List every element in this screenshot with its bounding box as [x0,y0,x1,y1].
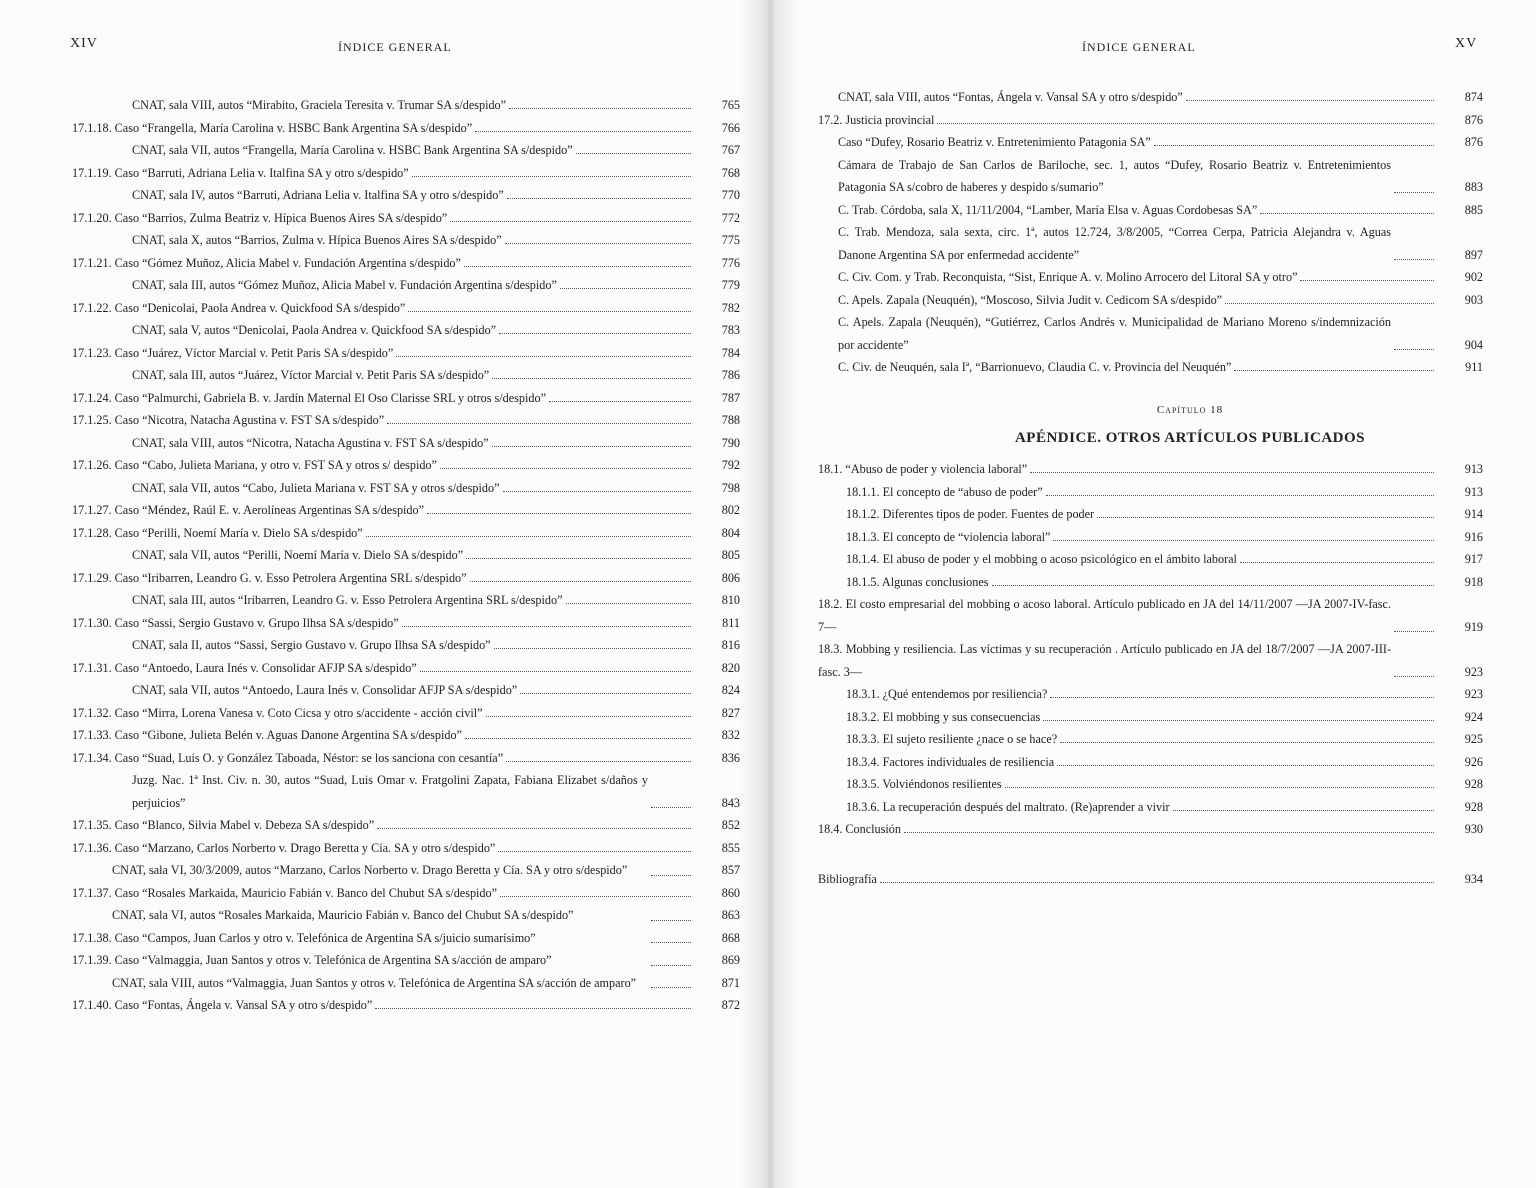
toc-entry-page: 788 [721,413,740,427]
toc-entry-page: 765 [721,98,740,112]
toc-entry-page: 820 [721,660,740,675]
dot-leader [492,378,691,379]
toc-entry-title: CNAT, sala VII, autos “Cabo, Julieta Mariana v. FST SA y otros s/despido” [132,480,500,495]
toc-entry-page: 855 [721,840,740,855]
dot-leader [498,851,691,852]
toc-entry-title: C. Civ. de Neuquén, sala Iª, “Barrionuevo, Claudia C. v. Provincia del Neuquén” [838,360,1232,374]
toc-entry-title: CNAT, sala VI, 30/3/2009, autos “Marzano, Carlos Norberto v. Drago Beretta y Cía. SA y otro s/despido” [112,863,628,877]
toc-entry-title: 17.1.33. Caso “Gibone, Julieta Belén v. Aguas Danone Argentina SA s/despido” [72,728,462,742]
dot-leader [499,333,691,334]
toc-entry[interactable] [72,544,740,567]
toc-entry-title: C. Apels. Zapala (Neuquén), “Moscoso, Silvia Judit v. Cedicom SA s/despido” [838,292,1223,307]
toc-entry-page: 930 [1464,822,1483,836]
dot-leader [1097,517,1434,518]
toc-entry-title: CNAT, sala III, autos “Juárez, Víctor Marcial v. Petit Paris SA s/despido” [132,368,490,382]
toc-entry-page: 766 [721,120,740,135]
toc-entry-page: 810 [721,593,740,607]
dot-leader [1394,631,1434,632]
toc-entry-bibliography[interactable] [818,868,1483,891]
dot-leader [396,356,691,357]
toc-entry-title: 17.1.28. Caso “Perilli, Noemí María v. Dielo SA s/despido” [72,525,363,540]
toc-entry[interactable] [72,612,740,635]
dot-leader [904,832,1434,833]
dot-leader [1154,145,1434,146]
toc-entry[interactable] [818,289,1483,312]
dot-leader [440,468,691,469]
toc-entry-page: 802 [721,503,740,517]
chapter-title: APÉNDICE. OTROS ARTÍCULOS PUBLICADOS [1014,430,1366,446]
toc-entry-page: 843 [721,795,740,810]
toc-entry-title: CNAT, sala X, autos “Barrios, Zulma v. Hípica Buenos Aires SA s/despido” [132,233,502,247]
dot-leader [366,536,691,537]
running-header-right: ÍNDICE GENERAL [1082,40,1196,54]
toc-entry[interactable] [72,432,740,455]
toc-entry-page: 827 [721,705,740,720]
dot-leader [1043,720,1434,721]
toc-entry-page: 832 [721,728,740,742]
toc-entry-title: CNAT, sala III, autos “Gómez Muñoz, Alicia Mabel v. Fundación Argentina s/despido” [132,278,557,292]
toc-entry-title: Bibliografía [818,872,877,886]
toc-entry[interactable] [818,773,1483,796]
toc-entry-title: CNAT, sala VIII, autos “Fontas, Ángela v. Vansal SA y otro s/despido” [838,90,1183,104]
dot-leader [475,131,691,132]
dot-leader [992,585,1434,586]
toc-entry[interactable] [818,638,1483,683]
toc-entry-page: 903 [1464,292,1483,307]
dot-leader [1234,370,1434,371]
toc-entry-page: 926 [1464,754,1483,769]
toc-entry-page: 897 [1464,247,1483,262]
toc-entry[interactable] [818,131,1483,154]
toc-entry[interactable] [818,266,1483,289]
toc-entry-title: 18.3.1. ¿Qué entendemos por resiliencia? [846,687,1048,701]
toc-entry-title: 18.1.3. El concepto de “violencia laboral” [846,529,1051,544]
toc-list-right-top [818,86,1483,379]
toc-entry[interactable] [72,657,740,680]
toc-entry-page: 913 [1464,462,1483,476]
toc-entry[interactable] [818,503,1483,526]
dot-leader [387,423,691,424]
toc-entry-page: 904 [1464,337,1483,352]
toc-entry[interactable] [72,319,740,342]
toc-entry-page: 824 [721,683,740,697]
toc-entry-title: 17.1.24. Caso “Palmurchi, Gabriela B. v. Jardín Maternal El Oso Clarisse SRL y otros s/despido” [72,390,546,405]
dot-leader [651,942,691,943]
dot-leader [560,288,691,289]
toc-entry-page: 804 [721,525,740,540]
toc-entry[interactable] [72,747,740,770]
toc-entry-page: 770 [721,188,740,202]
toc-entry-page: 772 [721,210,740,225]
dot-leader [880,882,1434,883]
dot-leader [520,693,691,694]
toc-entry[interactable] [72,297,740,320]
toc-entry-title: C. Trab. Córdoba, sala X, 11/11/2004, “Lamber, María Elsa v. Aguas Cordobesas SA” [838,202,1258,217]
toc-entry[interactable] [72,882,740,905]
toc-entry[interactable] [72,409,740,432]
toc-entry-title: 18.1.5. Algunas conclusiones [846,574,989,589]
toc-list-right-bottom [818,458,1483,841]
dot-leader [505,243,691,244]
dot-leader [1394,259,1434,260]
toc-entry-page: 916 [1464,529,1483,544]
toc-entry[interactable] [72,679,740,702]
toc-entry-title: 17.1.36. Caso “Marzano, Carlos Norberto v. Drago Beretta y Cía. SA y otro s/despido” [72,840,496,855]
toc-entry[interactable] [818,548,1483,571]
dot-leader [651,807,691,808]
toc-entry-title: CNAT, sala V, autos “Denicolai, Paola Andrea v. Quickfood SA s/despido” [132,323,497,337]
toc-entry-title: 17.1.34. Caso “Suad, Luis O. y González Taboada, Néstor: se los sanciona con cesantía” [72,750,504,765]
toc-entry[interactable] [72,702,740,725]
dot-leader [1030,472,1434,473]
toc-entry-title: 17.1.29. Caso “Iribarren, Leandro G. v. Esso Petrolera Argentina SRL s/despido” [72,570,467,585]
toc-entry-page: 776 [721,255,740,270]
toc-entry-page: 913 [1464,484,1483,499]
toc-entry-title: 18.1. “Abuso de poder y violencia laboral” [818,462,1028,476]
toc-entry[interactable] [72,117,740,140]
toc-bibliography [818,868,1483,891]
toc-entry-title: CNAT, sala VIII, autos “Nicotra, Natacha Agustina v. FST SA s/despido” [132,435,489,450]
toc-entry[interactable] [72,904,740,927]
toc-entry-title: CNAT, sala VII, autos “Antoedo, Laura Inés v. Consolidar AFJP SA s/despido” [132,683,518,697]
toc-entry[interactable] [72,522,740,545]
toc-entry-page: 775 [721,233,740,247]
dot-leader [651,987,691,988]
dot-leader [1046,495,1434,496]
toc-entry-page: 923 [1464,664,1483,679]
toc-entry-page: 923 [1464,687,1483,701]
toc-entry-title: Juzg. Nac. 1ª Inst. Civ. n. 30, autos “Suad, Luis Omar v. Fratgolini Zapata, Fabiana Elizabet s/daños y perjuicios” [132,773,648,810]
toc-entry[interactable] [818,526,1483,549]
toc-entry-page: 790 [721,435,740,450]
toc-entry-page: 928 [1464,777,1483,791]
dot-leader [507,198,691,199]
toc-entry-title: 18.3. Mobbing y resiliencia. Las víctimas y su recuperación . Artículo publicado en JA del 18/7/2007 —JA 2007-III-fasc. 3— [818,642,1391,679]
toc-entry-page: 874 [1464,90,1483,104]
dot-leader [506,761,691,762]
toc-entry-title: 17.1.38. Caso “Campos, Juan Carlos y otro v. Telefónica de Argentina SA s/juicio sumarísimo” [72,930,536,945]
toc-entry[interactable] [818,458,1483,481]
toc-entry-title: C. Apels. Zapala (Neuquén), “Gutiérrez, Carlos Andrés v. Municipalidad de Mariano Moreno s/indemnización por accidente” [838,315,1391,352]
toc-entry[interactable] [818,706,1483,729]
toc-entry-page: 767 [721,143,740,157]
toc-entry-title: 17.1.23. Caso “Juárez, Víctor Marcial v. Petit Paris SA s/despido” [72,345,394,360]
toc-entry-title: 18.3.6. La recuperación después del maltrato. (Re)aprender a vivir [846,799,1170,814]
toc-entry-page: 917 [1464,552,1483,566]
toc-entry-title: 17.1.22. Caso “Denicolai, Paola Andrea v. Quickfood SA s/despido” [72,300,406,315]
toc-entry[interactable] [72,859,740,882]
toc-entry[interactable] [72,94,740,117]
toc-entry-title: 17.1.27. Caso “Méndez, Raúl E. v. Aerolíneas Argentinas SA s/despido” [72,503,425,517]
page-number-right: XV [1455,36,1478,51]
toc-entry-title: 18.3.5. Volviéndonos resilientes [846,777,1002,791]
dot-leader [465,738,691,739]
dot-leader [402,626,691,627]
toc-entry-page: 872 [721,998,740,1012]
page-number-left: XIV [70,36,98,51]
toc-entry[interactable] [818,593,1483,638]
toc-entry-page: 871 [721,975,740,990]
dot-leader [466,558,691,559]
toc-entry-page: 868 [721,930,740,945]
toc-entry-title: 18.3.3. El sujeto resiliente ¿nace o se hace? [846,732,1058,746]
toc-list-left [72,94,740,1017]
toc-entry[interactable] [72,589,740,612]
toc-entry-title: CNAT, sala VI, autos “Rosales Markaida, Mauricio Fabián v. Banco del Chubut SA s/despido” [112,908,574,922]
toc-entry-title: 17.1.21. Caso “Gómez Muñoz, Alicia Mabel v. Fundación Argentina s/despido” [72,255,461,270]
toc-entry[interactable] [818,154,1483,199]
toc-entry-title: 17.1.32. Caso “Mirra, Lorena Vanesa v. Coto Cicsa y otro s/accidente - acción civil” [72,705,483,720]
toc-entry-page: 805 [721,548,740,562]
dot-leader [937,123,1434,124]
dot-leader [412,176,691,177]
dot-leader [1240,562,1434,563]
toc-entry-page: 863 [721,908,740,922]
toc-entry[interactable] [818,109,1483,132]
dot-leader [1300,280,1434,281]
toc-entry-title: 18.3.2. El mobbing y sus consecuencias [846,709,1041,724]
toc-entry-title: C. Civ. Com. y Trab. Reconquista, “Sist, Enrique A. v. Molino Arrocero del Litoral SA y otro” [838,270,1298,284]
toc-entry[interactable] [72,567,740,590]
dot-leader [1260,213,1434,214]
dot-leader [1394,192,1434,193]
toc-entry-title: 18.1.1. El concepto de “abuso de poder” [846,484,1043,499]
toc-entry-page: 786 [721,368,740,382]
toc-entry-page: 914 [1464,507,1483,521]
dot-leader [651,965,691,966]
toc-entry[interactable] [818,571,1483,594]
running-header-left: ÍNDICE GENERAL [338,40,452,54]
toc-entry-page: 883 [1464,180,1483,194]
toc-entry-page: 876 [1464,112,1483,127]
toc-entry-page: 798 [721,480,740,495]
toc-entry[interactable] [72,634,740,657]
dot-leader [651,920,691,921]
toc-entry-page: 902 [1464,270,1483,284]
dot-leader [500,896,691,897]
toc-entry[interactable] [818,728,1483,751]
toc-entry-page: 911 [1465,360,1483,374]
dot-leader [494,648,691,649]
toc-entry[interactable] [72,229,740,252]
dot-leader [1225,303,1434,304]
toc-entry[interactable] [72,724,740,747]
toc-entry-page: 836 [721,750,740,765]
toc-entry-page: 928 [1464,799,1483,814]
toc-entry-title: 17.1.37. Caso “Rosales Markaida, Mauricio Fabián v. Banco del Chubut SA s/despido” [72,885,498,900]
toc-entry-page: 934 [1464,872,1483,886]
toc-entry-title: 17.1.35. Caso “Blanco, Silvia Mabel v. Debeza SA s/despido” [72,818,375,832]
toc-entry-title: 17.1.30. Caso “Sassi, Sergio Gustavo v. Grupo Ilhsa SA s/despido” [72,615,399,630]
toc-entry-title: CNAT, sala VII, autos “Frangella, María Carolina v. HSBC Bank Argentina SA s/despido” [132,143,573,157]
toc-entry-page: 792 [721,458,740,472]
toc-entry-page: 860 [721,885,740,900]
toc-entry-page: 806 [721,570,740,585]
toc-entry-title: 18.1.4. El abuso de poder y el mobbing o acoso psicológico en el ámbito laboral [846,552,1237,566]
toc-entry-page: 924 [1464,709,1483,724]
toc-entry-title: Cámara de Trabajo de San Carlos de Bariloche, sec. 1, autos “Dufey, Rosario Beatriz v. Entretenimientos Patagonia SA s/cobro de haberes y despido s/sumario” [838,157,1391,194]
toc-entry[interactable] [818,751,1483,774]
toc-entry[interactable] [818,199,1483,222]
toc-entry-title: CNAT, sala VIII, autos “Mirabito, Graciela Teresita v. Trumar SA s/despido” [132,98,507,112]
dot-leader [1050,697,1434,698]
toc-entry-page: 869 [721,953,740,967]
toc-entry-title: CNAT, sala VII, autos “Perilli, Noemí María v. Dielo SA s/despido” [132,548,464,562]
toc-entry-page: 918 [1464,574,1483,589]
toc-entry[interactable] [72,949,740,972]
dot-leader [1394,349,1434,350]
toc-entry-page: 885 [1464,202,1483,217]
dot-leader [503,491,691,492]
toc-entry-title: CNAT, sala IV, autos “Barruti, Adriana Lelia v. Italfina SA y otro s/despido” [132,188,504,202]
toc-entry[interactable] [818,311,1483,356]
toc-entry[interactable] [72,207,740,230]
toc-entry[interactable] [72,184,740,207]
dot-leader [492,446,691,447]
toc-entry-page: 811 [722,615,740,630]
toc-entry[interactable] [72,454,740,477]
toc-entry-title: 17.2. Justicia provincial [818,112,935,127]
dot-leader [464,266,691,267]
dot-leader [1057,765,1434,766]
toc-entry-title: 17.1.26. Caso “Cabo, Julieta Mariana, y otro v. FST SA y otros s/ despido” [72,458,437,472]
dot-leader [377,828,691,829]
toc-entry-page: 784 [721,345,740,360]
dot-leader [1173,810,1434,811]
toc-entry[interactable] [72,927,740,950]
dot-leader [1394,676,1434,677]
toc-entry-page: 816 [721,638,740,652]
toc-entry[interactable] [72,499,740,522]
toc-entry-page: 787 [721,390,740,405]
toc-entry-page: 779 [721,278,740,292]
toc-entry[interactable] [72,477,740,500]
toc-entry[interactable] [72,994,740,1017]
toc-entry-title: CNAT, sala III, autos “Iribarren, Leandro G. v. Esso Petrolera Argentina SRL s/despido” [132,593,563,607]
dot-leader [450,221,691,222]
dot-leader [427,513,691,514]
dot-leader [576,153,691,154]
toc-entry-title: 18.2. El costo empresarial del mobbing o acoso laboral. Artículo publicado en JA del 14/11/2007 —JA 2007-IV-fasc. 7— [818,597,1391,634]
toc-entry-title: Caso “Dufey, Rosario Beatriz v. Entretenimiento Patagonia SA” [838,135,1151,149]
toc-entry-title: 18.1.2. Diferentes tipos de poder. Fuentes de poder [846,507,1095,521]
toc-entry[interactable] [72,814,740,837]
toc-entry-page: 919 [1464,619,1483,634]
dot-leader [486,716,691,717]
toc-entry-title: CNAT, sala II, autos “Sassi, Sergio Gustavo v. Grupo Ilhsa SA s/despido” [132,638,491,652]
chapter-label: Capítulo 18 [1156,404,1224,416]
toc-entry[interactable] [72,252,740,275]
toc-entry-title: 17.1.19. Caso “Barruti, Adriana Lelia v. Italfina SA y otro s/despido” [72,165,409,180]
toc-entry-page: 852 [721,818,740,832]
toc-entry-page: 857 [721,863,740,877]
toc-entry-page: 783 [721,323,740,337]
toc-entry-page: 925 [1464,732,1483,746]
dot-leader [1186,100,1434,101]
toc-entry[interactable] [818,221,1483,266]
toc-entry[interactable] [818,356,1483,379]
toc-entry-title: 17.1.18. Caso “Frangella, María Carolina v. HSBC Bank Argentina SA s/despido” [72,120,473,135]
toc-entry[interactable] [72,364,740,387]
dot-leader [509,108,691,109]
toc-entry[interactable] [72,342,740,365]
toc-entry-page: 782 [721,300,740,315]
dot-leader [1060,742,1434,743]
toc-entry-page: 876 [1464,135,1483,149]
toc-entry-title: 17.1.25. Caso “Nicotra, Natacha Agustina v. FST SA s/despido” [72,413,385,427]
toc-entry[interactable] [72,139,740,162]
toc-entry-title: 18.3.4. Factores individuales de resiliencia [846,754,1055,769]
toc-entry-title: 17.1.39. Caso “Valmaggia, Juan Santos y otros v. Telefónica de Argentina SA s/acción de amparo” [72,953,552,967]
toc-entry[interactable] [72,387,740,410]
toc-entry[interactable] [72,769,740,814]
toc-entry[interactable] [72,274,740,297]
dot-leader [1005,787,1434,788]
toc-entry-title: C. Trab. Mendoza, sala sexta, circ. 1ª, autos 12.724, 3/8/2005, “Correa Cerpa, Patricia Alejandra v. Aguas Danone Argentina SA por enfermedad accidente” [838,225,1391,262]
toc-entry[interactable] [818,481,1483,504]
toc-entry-page: 768 [721,165,740,180]
toc-entry-title: 17.1.31. Caso “Antoedo, Laura Inés v. Consolidar AFJP SA s/despido” [72,660,417,675]
toc-entry[interactable] [72,972,740,995]
toc-entry-title: 17.1.40. Caso “Fontas, Ángela v. Vansal SA y otro s/despido” [72,998,373,1012]
toc-entry[interactable] [818,796,1483,819]
toc-entry[interactable] [818,818,1483,841]
toc-entry-title: CNAT, sala VIII, autos “Valmaggia, Juan Santos y otros v. Telefónica de Argentina SA s/acción de amparo” [112,975,637,990]
dot-leader [651,875,691,876]
dot-leader [549,401,691,402]
dot-leader [408,311,691,312]
toc-entry[interactable] [72,837,740,860]
dot-leader [375,1008,691,1009]
toc-entry-title: 17.1.20. Caso “Barrios, Zulma Beatriz v. Hípica Buenos Aires SA s/despido” [72,210,448,225]
dot-leader [1053,540,1434,541]
toc-entry[interactable] [818,683,1483,706]
toc-entry[interactable] [818,86,1483,109]
toc-entry-title: 18.4. Conclusión [818,822,901,836]
dot-leader [420,671,691,672]
dot-leader [470,581,691,582]
dot-leader [566,603,691,604]
toc-entry[interactable] [72,162,740,185]
